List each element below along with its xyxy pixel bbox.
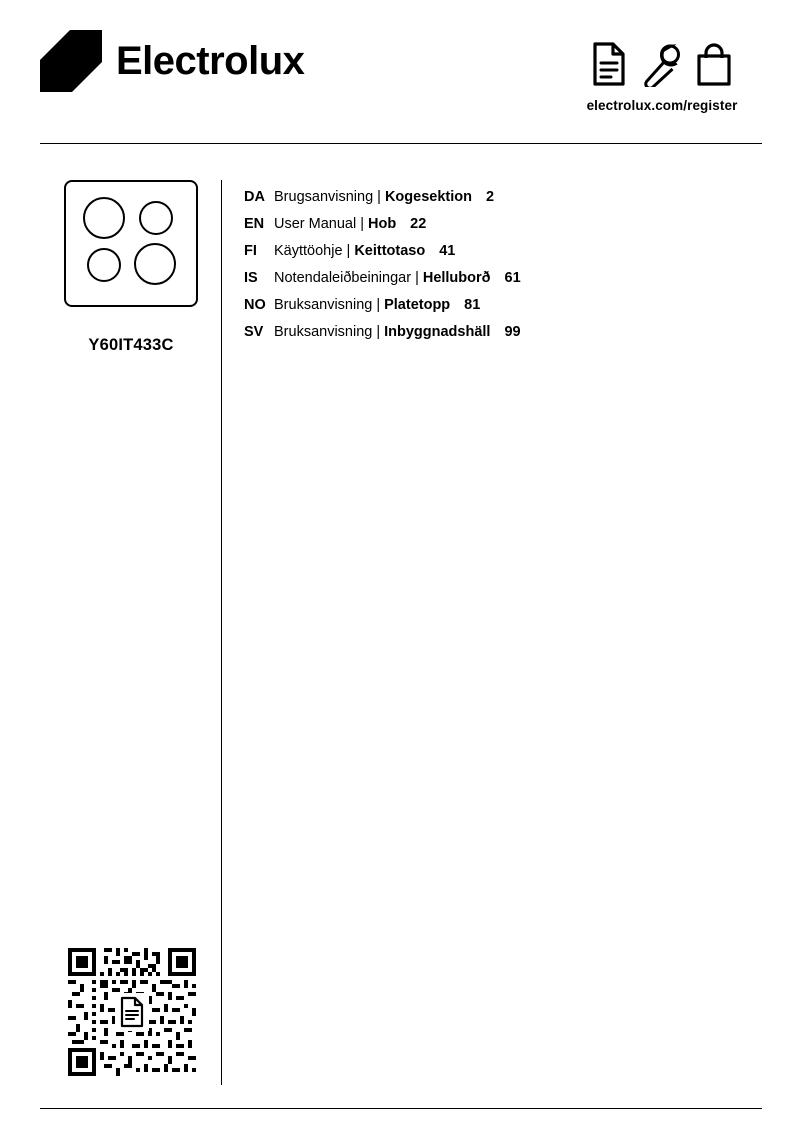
page-number: 81 <box>464 297 481 313</box>
page-number: 99 <box>504 324 521 340</box>
cooking-zone <box>139 201 173 235</box>
product-column <box>40 180 222 355</box>
page-header <box>40 30 762 122</box>
language-code: NO <box>244 297 266 313</box>
register-url: electrolux.com/register <box>586 98 738 113</box>
column-divider <box>221 180 222 1085</box>
electrolux-logo-icon <box>40 30 102 92</box>
product-name: Inbyggnadshäll <box>384 324 491 340</box>
page-number: 22 <box>410 216 427 232</box>
product-name: Kogesektion <box>384 189 472 205</box>
product-name: Hob <box>367 216 397 232</box>
page-number: 41 <box>439 243 456 259</box>
language-code: EN <box>244 216 265 232</box>
hob-cooktop-icon <box>64 180 198 307</box>
shopping-bag-icon <box>695 41 733 92</box>
document-icon <box>591 41 627 92</box>
list-item <box>244 238 724 265</box>
document-type: Notendaleiðbeiningar <box>274 270 412 286</box>
separator: | <box>377 189 381 205</box>
product-name: Platetopp <box>384 297 451 313</box>
cooking-zone <box>134 243 176 285</box>
wrench-icon <box>641 41 681 92</box>
list-item <box>244 319 724 346</box>
cooking-zone <box>83 197 125 239</box>
model-code: Y60IT433C <box>88 336 174 354</box>
separator: | <box>360 216 364 232</box>
register-block <box>562 36 762 113</box>
document-icon <box>115 993 149 1031</box>
brand-lockup <box>40 30 304 92</box>
document-type: Bruksanvisning <box>274 297 373 313</box>
cooking-zone <box>87 248 121 282</box>
separator: | <box>376 297 381 313</box>
page-number: 61 <box>504 270 521 286</box>
document-type: User Manual <box>274 216 357 232</box>
brand-name: Electrolux <box>116 39 305 83</box>
list-item <box>244 184 724 211</box>
language-code: IS <box>244 270 258 286</box>
footer-divider <box>40 1108 762 1109</box>
list-item <box>244 292 724 319</box>
register-icon-group <box>562 36 762 92</box>
document-type: Brugsanvisning <box>274 189 374 205</box>
product-name: Helluborð <box>422 270 491 286</box>
product-name: Keittotaso <box>354 243 426 259</box>
page-number: 2 <box>485 189 495 205</box>
language-code: SV <box>244 324 264 340</box>
separator: | <box>346 243 351 259</box>
separator: | <box>415 270 419 286</box>
qr-code-icon <box>64 944 200 1080</box>
list-item <box>244 211 724 238</box>
list-item <box>244 265 724 292</box>
header-divider <box>40 143 762 144</box>
language-index-list <box>244 184 724 346</box>
document-type: Käyttöohje <box>274 243 343 259</box>
separator: | <box>376 324 381 340</box>
language-code: FI <box>244 243 257 259</box>
language-code: DA <box>244 189 265 205</box>
document-type: Bruksanvisning <box>274 324 373 340</box>
